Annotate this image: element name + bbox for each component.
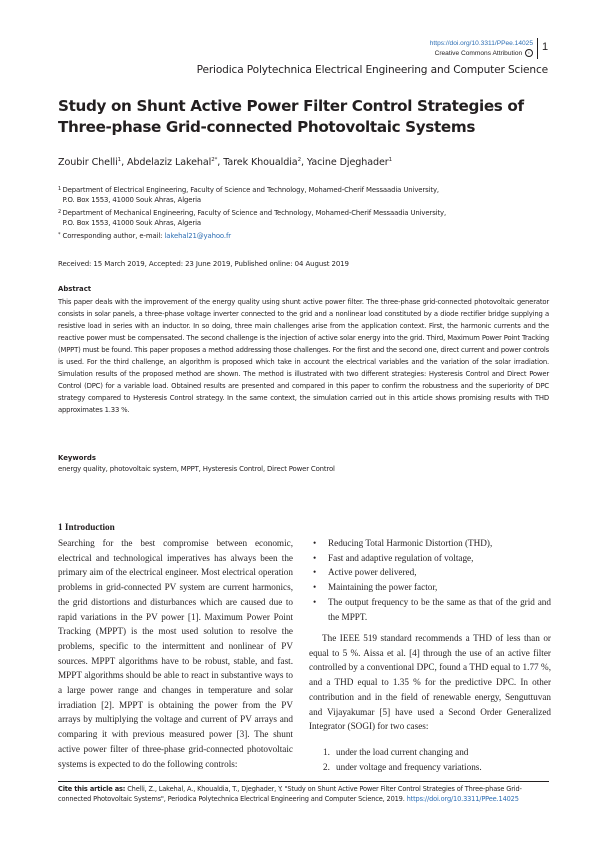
list-item-number: 1. [323,747,330,757]
cc-by-icon: i [525,49,533,57]
list-item-text: Reducing Total Harmonic Distortion (THD), [328,538,493,548]
list-item [309,536,551,551]
abstract-heading: Abstract [58,285,92,293]
list-item-text: The output frequency to be the same as that of the grid and the MPPT. [328,596,551,622]
citation-label: Cite this article as: [58,785,126,793]
list-item-text: under voltage and frequency variations. [336,761,482,772]
author-name: Abdelaziz Lakehal [126,157,212,169]
licence-label [435,49,533,57]
bullet-icon: • [313,596,317,607]
bullet-icon: • [313,582,317,593]
footer-divider [58,781,549,782]
list-item-text: under the load current changing and [336,747,469,757]
author-affil-mark: 2 [297,157,301,163]
page-number: 1 [542,41,549,53]
licence-text: Creative Commons Attribution [434,49,523,57]
abstract-text: This paper deals with the improvement of the energy quality using shunt active power filter. The three-phase grid-connected photovoltaic generator consists in solar panels, a three-phase voltage inverter connected to the grid and a nonlinear load constituted by a diode rectifier bridge supplying a resistive load in series with an inductor. In so doing, three main challenges arise from the application context. First, the harmonic currents and the reactive power must be compensated. The second challenge is the injection of active solar energy into the grid. Third, Maximum Power Point Tracking (MPPT) must be found. This paper proposes a method addressing those challenges. For the first and the second one, direct current and power controls is used. For the third challenge, an algorithm is proposed which take in account the electrical variables and the variation of the solar irradiation. Simulation results of the proposed method are shown. The method is illustrated with two different strategies: Hysteresis Control and Direct Power Control (DPC) for a variable load. Obtained results are presented and compared in this paper to confirm the robustness and the superiority of DPC strategy compared to Hysteresis Control strategy. In the same context, the simulation carried out in this article shows promising results with THD approximates 1.33 %. [58,298,549,414]
author-name: Yacine Djeghader [306,157,389,169]
author-name: Tarek Khoualdia [223,157,298,169]
list-item-text: Maintaining the power factor, [328,582,438,593]
introduction-heading: 1 Introduction [58,522,115,532]
affiliation-line: P.O. Box 1553, 41000 Souk Ahras, Algeria [62,196,201,204]
affiliation-number: 1 [58,186,62,192]
affiliation-line: Department of Electrical Engineering, Faculty of Science and Technology, Mohamed-Cherif Messaadia University, [62,186,439,194]
affiliation-line: P.O. Box 1553, 41000 Souk Ahras, Algeria [62,219,201,227]
bullet-icon: • [313,538,317,548]
corresponding-label: Corresponding author, e-mail: [62,232,163,240]
citation-block [58,785,550,805]
affiliation-number: 2 [58,209,62,215]
author-name: Zoubir Chelli [58,157,118,169]
publication-dates: Received: 15 March 2019, Accepted: 23 June 2019, Published online: 04 August 2019 [58,260,349,268]
citation-doi-link[interactable]: https://doi.org/10.3311/PPee.14025 [406,794,519,803]
bullet-icon: • [313,567,317,578]
list-item-text: Active power delivered, [328,567,417,578]
email-link[interactable]: lakehal21@yahoo.fr [164,232,231,240]
bullet-icon: • [313,552,317,563]
journal-name: Periodica Polytechnica Electrical Engineering and Computer Science [196,64,548,76]
paper-title [58,96,538,137]
citation-text: Chelli, Z., Lakehal, A., Khoualdia, T., Djeghader, Y. "Study on Shunt Active Power Filter Control Strategies of Three-phase Grid-connected Photovoltaic Systems", Periodica Polytechnica Electrical Engineering and Computer Science, 2019. [58,785,522,803]
control-list [309,536,551,624]
cases-list [309,745,551,774]
list-item [309,595,551,624]
corresponding-author [58,231,548,241]
keywords-text: energy quality, photovoltaic system, MPPT, Hysteresis Control, Direct Power Control [58,465,335,473]
list-item [309,580,551,595]
keywords-heading: Keywords [58,454,96,462]
list-item [309,745,551,760]
author-affil-mark: 1 [388,157,393,163]
author-list: Zoubir Chelli$^1$, Abdelaziz Lakehal$^{2*}$, Tarek Khoualdia$^2$, Yacine Djeghader$^1$ [58,157,393,169]
title-line-2: Three-phase Grid-connected Photovoltaic Systems [58,117,476,136]
list-item [309,551,551,566]
doi-link[interactable]: https://doi.org/10.3311/PPee.14025 [429,40,533,47]
list-item [309,760,551,775]
title-line-1: Study on Shunt Active Power Filter Control Strategies of [58,97,524,115]
author-affil-mark: 2* [211,157,218,163]
introduction-right-paragraph: The IEEE 519 standard recommends a THD of less than or equal to 5 %. Aissa et al. [4] through the use of an active filter controlled by a conventional DPC, found a THD equal to 1.77 %, and a THD equal to 1.35 % for the predictive DPC. In other contribution and in the field of renewable energy, Senguttuvan and Vijayakumar [5] have used a Second Order Generalized Integrator (SOGI) for two cases: [309,633,551,732]
list-item [309,565,551,580]
author-affil-mark: 1 [117,157,122,163]
affiliation-1 [58,185,548,205]
list-item-text: Fast and adaptive regulation of voltage, [328,552,474,563]
affiliation-2 [58,208,548,228]
affiliation-line: Department of Mechanical Engineering, Faculty of Science and Technology, Mohamed-Cherif Messaadia University, [62,209,447,217]
header-divider [537,38,538,59]
corresponding-mark: * [58,232,61,238]
introduction-left-column: Searching for the best compromise between economic, electrical and technological imperatives has always been the primary aim of the electrical engineer. Most electrical operation problems in grid-connected PV system are current harmonics, the grid distortions and disturbances which are caused due to rapid variations in the PV power [1]. Maximum Power Point Tracking (MPPT) is the most used solution to resolve the problems, specific to the intermittent and nonlinear of PV sources. MPPT algorithms have to be robust, stable, and fast. MPPT algorithms should be able to react in substantive ways to a large power range and changes in temperature and solar irradiation [2]. MPPT is obtaining the power from the PV arrays by multiplying the voltage and current of PV arrays and comparing it with previous measured power [3]. The shunt active power filter of three-phase grid-connected photovoltaic systems is expected to do the following controls: [58,538,293,769]
list-item-number: 2. [323,761,330,772]
